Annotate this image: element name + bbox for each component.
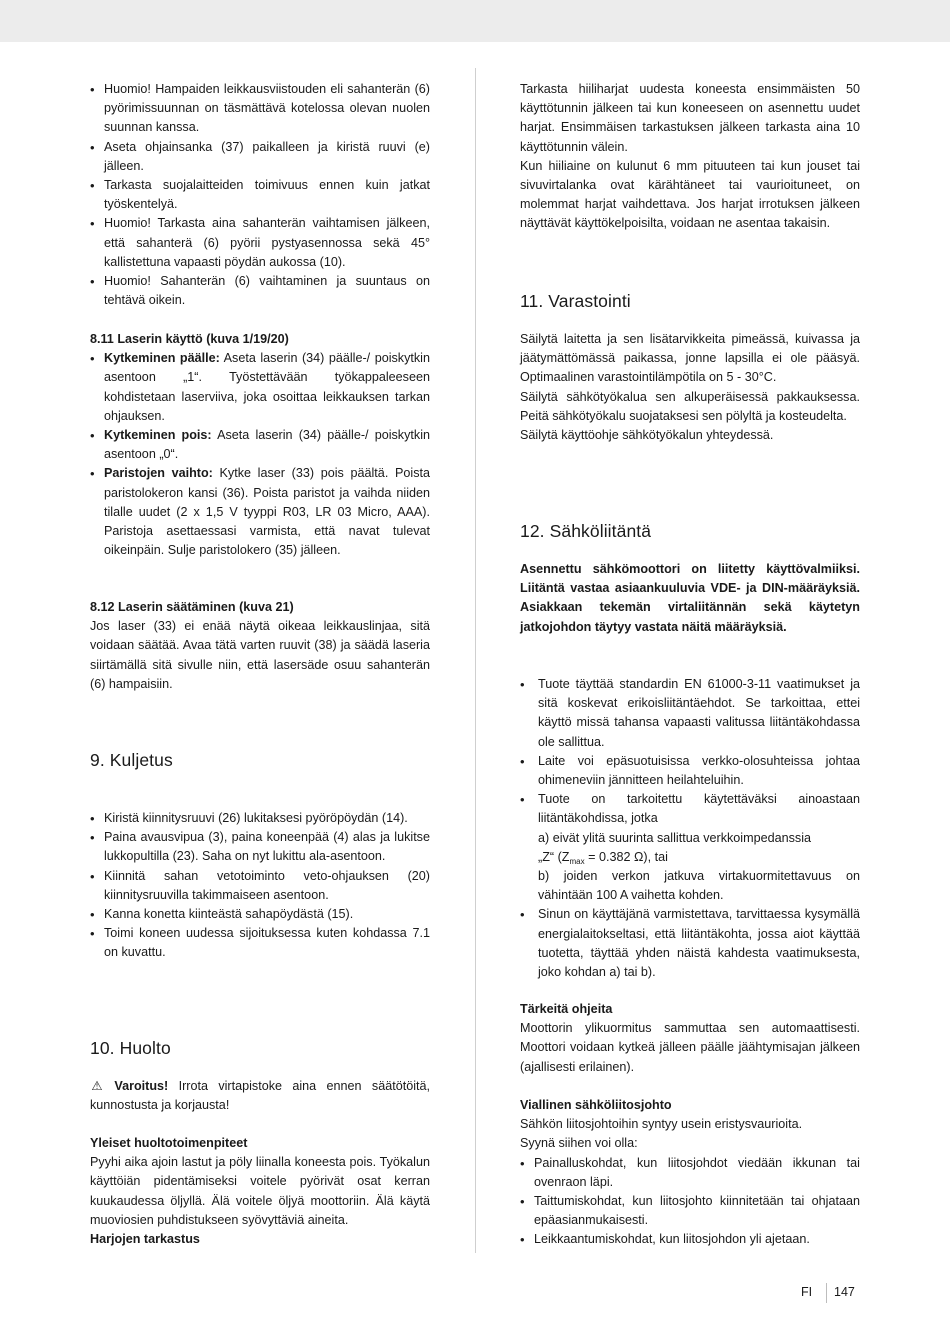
list-item: • Aseta ohjainsanka (37) paikalleen ja kiristä ruuvi (e) jälleen. bbox=[90, 138, 430, 176]
list-item: • Leikkaantumiskohdat, kun liitosjohdon yli ajetaan. bbox=[520, 1230, 860, 1249]
paragraph: Syynä siihen voi olla: bbox=[520, 1136, 638, 1151]
formula-subscript: max bbox=[569, 856, 585, 866]
paragraph: Säilytä laitetta ja sen lisätarvikkeita pimeässä, kuivassa ja jäätymättömässä paikassa, jonne lapsilla ei ole pääsyä. Optimaalinen varastointilämpötila on 5 - 30°C. bbox=[520, 332, 860, 385]
item-intro: • Tuote on tarkoitettu käytettäväksi ainoastaan liitäntäkohdissa, jotka bbox=[538, 792, 860, 826]
subsection-title: Viallinen sähköliitosjohto bbox=[520, 1098, 672, 1112]
important-notes bbox=[520, 1000, 860, 1077]
paragraph: Jos laser (33) ei enää näytä oikeaa leikkauslinjaa, sitä voidaan säätää. Avaa tätä varten ruuvit (38) ja säädä laseria siirtämällä sitä sivulle niin, että lasersäde osuu sahanterän (6) hampaisiin. bbox=[90, 619, 430, 691]
warning-note bbox=[90, 1077, 430, 1115]
item-label: Paristojen vaihto: bbox=[104, 466, 213, 481]
paragraph: Tarkasta hiiliharjat uudesta koneesta ensimmäisten 50 käyttötunnin jälkeen tai kun koneeseen on asennettu uudet harjat. Ensimmäisen tarkastuksen jälkeen tarkasta aina 10 käyttötunnin välein. bbox=[520, 82, 860, 154]
warning-text: Irrota virtapistoke aina ennen säätötöitä, kunnostusta ja korjausta! bbox=[90, 1079, 431, 1113]
paragraph: Pyyhi aika ajoin lastut ja pöly liinalla koneesta pois. Työkalun käyttöiän pidentämiseksi voitele pyörivät osat kerran kuukaudessa öljyllä. Älä voitele öljyä moottoriin. Älä käytä muoviosien puhdistukseen syövyttäviä aineita. bbox=[90, 1155, 430, 1227]
paragraph: Kun hiiliaine on kulunut 6 mm pituuteen tai kun jouset tai sivuvirtalanka ovat kärähtäneet tai vaurioituneet, on molemmat harjat vaihdettava. Jos harjat irrotuksen jälkeen näyttävät käyttökelpoisilta, voidaan ne asentaa takaisin. bbox=[520, 158, 860, 231]
language-code: FI bbox=[801, 1285, 813, 1299]
warning-triangle-icon: ⚠ bbox=[91, 1079, 103, 1093]
faulty-cable bbox=[520, 1096, 860, 1250]
item-text: Kytke laser (33) pois päältä. Poista paristolokeron kansi (36). Poista paristot ja vaihda niiden tilalle uudet (2 x 1,5 V tyyppi R03, LR 03 Micro, AAA). Paristoja asettaessasi varmista, että navat tulevat oikeinpäin. Sulje paristolokero (35) jälleen. bbox=[104, 466, 430, 558]
list-item bbox=[90, 349, 430, 426]
section-heading: 12. Sähköliitäntä bbox=[520, 521, 652, 541]
section-heading: 9. Kuljetus bbox=[90, 750, 173, 770]
paragraph: Säilytä käyttöohje sähkötyökalun yhteydessä. bbox=[520, 428, 774, 443]
column-divider bbox=[475, 68, 476, 1253]
section-12-heading bbox=[520, 520, 860, 542]
section-9-heading bbox=[90, 749, 430, 771]
top-banner bbox=[0, 0, 950, 42]
warning-label: Varoitus! bbox=[114, 1079, 169, 1093]
list-item bbox=[90, 464, 430, 560]
section-heading: 10. Huolto bbox=[90, 1038, 171, 1058]
subsection-title: Tärkeitä ohjeita bbox=[520, 1002, 613, 1016]
list-item bbox=[90, 426, 430, 464]
section-title: 8.12 Laserin säätäminen (kuva 21) bbox=[90, 600, 294, 614]
list-item: • Sinun on käyttäjänä varmistettava, tarvittaessa kysymällä energialaitokseltasi, että liitäntäkohta, jossa aiot käyttää tuotetta, täyttää yhden näistä kahdesta vaatimuksesta, joko kohdan a) tai b). bbox=[520, 905, 860, 982]
item-condition-a-formula bbox=[538, 848, 860, 867]
section-heading: 11. Varastointi bbox=[520, 291, 631, 311]
section-8-11 bbox=[90, 330, 430, 560]
list-item: • Laite voi epäsuotuisissa verkko-olosuhteissa johtaa ohimeneviin jännitteen heilahteluihin. bbox=[520, 752, 860, 790]
item-condition-a: a) eivät ylitä suurinta sallittua verkkoimpedanssia bbox=[538, 830, 811, 845]
list-item: • Painalluskohdat, kun liitosjohdot viedään ikkunan tai ovenraon läpi. bbox=[520, 1154, 860, 1192]
formula-prefix: „Z“ (Z bbox=[538, 849, 570, 864]
subsection-title: Harjojen tarkastus bbox=[90, 1232, 200, 1247]
paragraph: Moottorin ylikuormitus sammuttaa sen automaattisesti. Moottori voidaan kytkeä jälleen päälle jäähtymisajan jälkeen (ajallisesti erilainen). bbox=[520, 1021, 860, 1074]
general-maintenance bbox=[90, 1134, 430, 1249]
section-8-12 bbox=[90, 598, 430, 694]
list-item bbox=[520, 790, 860, 905]
list-item: • Taittumiskohdat, kun liitosjohto kiinnitetään tai ohjataan epäasianmukaisesti. bbox=[520, 1192, 860, 1230]
list-item: • Kiristä kiinnitysruuvi (26) lukitaksesi pyöröpöydän (14). bbox=[90, 809, 430, 828]
section-10-heading bbox=[90, 1037, 430, 1059]
subsection-title: Yleiset huoltotoimenpiteet bbox=[90, 1136, 248, 1150]
list-item: • Huomio! Tarkasta aina sahanterän vaihtamisen jälkeen, että sahanterä (6) pyörii pystyasennossa sekä 45° kallistettuna vapaasti pöydän aukossa (10). bbox=[90, 214, 430, 272]
item-text: Aseta laserin (34) päälle-/ poiskytkin asentoon „0“. bbox=[104, 428, 430, 462]
list-item: • Kiinnitä sahan vetotoiminto veto-ohjauksen (20) kiinnitysruuvilla takimmaiseen asentoon. bbox=[90, 867, 430, 905]
footer-separator bbox=[826, 1283, 827, 1303]
list-item: • Toimi koneen uudessa sijoituksessa kuten kohdassa 7.1 on kuvattu. bbox=[90, 924, 430, 962]
brush-check-text bbox=[520, 80, 860, 234]
page-number: 147 bbox=[834, 1285, 855, 1299]
item-text: Aseta laserin (34) päälle-/ poiskytkin asentoon „1“. Työstettävään työkappaleeseen kohdistetaan laserviiva, joka osoittaa leikkauksen tarkan ohjauksen. bbox=[104, 351, 430, 423]
list-item: • Tuote täyttää standardin EN 61000-3-11 vaatimukset ja sitä koskevat erikoisliitäntäehdot. Se tarkoittaa, ettei käyttö missä tahansa vapaasti valitussa liitäntäkohdassa ole sallittua. bbox=[520, 675, 860, 752]
item-label: Kytkeminen päälle: bbox=[104, 351, 220, 366]
section-12-intro bbox=[520, 560, 860, 637]
formula-suffix: = 0.382 Ω), tai bbox=[584, 849, 668, 864]
section-11-heading bbox=[520, 290, 860, 312]
section-9-list bbox=[90, 809, 430, 963]
paragraph: Säilytä sähkötyökalua sen alkuperäisessä pakkauksessa. Peitä sähkötyökalu suojataksesi sen pölyltä ja kosteudelta. bbox=[520, 389, 860, 423]
item-condition-b: b) joiden verkon jatkuva virtakuormitettavuus on vähintään 100 A vaihetta kohden. bbox=[538, 869, 860, 903]
list-item: • Huomio! Hampaiden leikkausviistouden eli sahanterän (6) pyörimissuunnan on täsmättävä kotelossa olevan nuolen suunnan kanssa. bbox=[90, 80, 430, 138]
saw-blade-notes bbox=[90, 80, 430, 310]
section-11-text bbox=[520, 330, 860, 445]
section-title: 8.11 Laserin käyttö (kuva 1/19/20) bbox=[90, 332, 289, 346]
paragraph: Sähkön liitosjohtoihin syntyy usein eristysvaurioita. bbox=[520, 1117, 803, 1132]
section-12-list bbox=[520, 675, 860, 982]
list-item: • Kanna konetta kiinteästä sahapöydästä (15). bbox=[90, 905, 430, 924]
bold-paragraph: Asennettu sähkömoottori on liitetty käyttövalmiiksi. Liitäntä vastaa asiaankuuluvia VDE- ja DIN-määräyksiä. Asiakkaan tekemän virtaliitännän sekä käytetyn jatkojohdon täytyy vastata näitä määräyksiä. bbox=[520, 562, 860, 634]
list-item: • Paina avausvipua (3), paina koneenpää (4) alas ja lukitse lukkopultilla (23). Saha on nyt lukittu ala-asentoon. bbox=[90, 828, 430, 866]
list-item: • Huomio! Sahanterän (6) vaihtaminen ja suuntaus on tehtävä oikein. bbox=[90, 272, 430, 310]
warning-paragraph bbox=[90, 1077, 430, 1115]
item-label: Kytkeminen pois: bbox=[104, 428, 212, 443]
list-item: • Tarkasta suojalaitteiden toimivuus ennen kuin jatkat työskentelyä. bbox=[90, 176, 430, 214]
